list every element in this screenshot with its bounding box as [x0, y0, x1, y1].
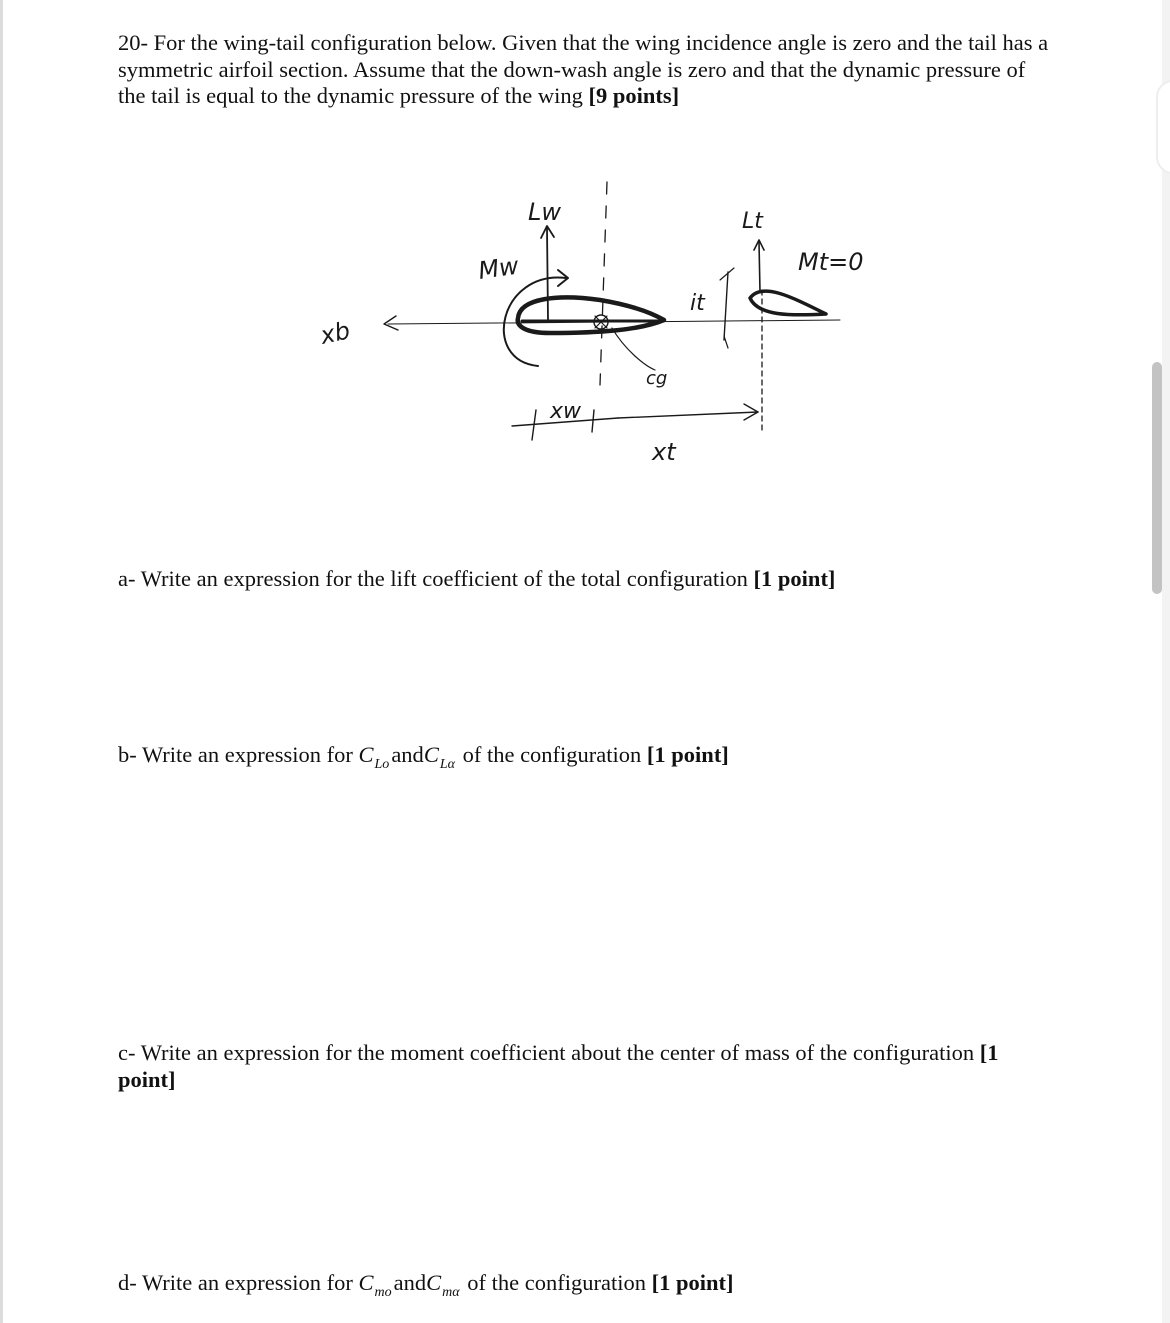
side-tab-handle[interactable]: [1156, 80, 1170, 174]
part-c-points: [1 point]: [118, 1040, 999, 1092]
part-d: [118, 1270, 1078, 1301]
xw-label: xw: [550, 399, 582, 424]
xb-label: xb: [317, 316, 353, 350]
page-left-border: [0, 0, 3, 1323]
part-d-subscript-2: mα: [442, 1285, 460, 1300]
part-b-subscript-1: Lo: [374, 757, 390, 772]
question-statement: [118, 30, 1058, 110]
part-a-prefix: a-: [118, 566, 136, 591]
part-b: [118, 742, 1078, 773]
part-d-and: and: [393, 1270, 427, 1295]
part-b-text-before: Write an expression for: [141, 742, 353, 767]
part-c-text: Write an expression for the moment coefficient about the center of mass of the configuration: [140, 1040, 975, 1065]
xb-arrowhead: [384, 316, 398, 330]
wing-tail-diagram: [300, 170, 900, 480]
part-d-text-after: of the configuration: [467, 1270, 646, 1295]
wing-reference-dashed-line: [600, 182, 607, 385]
part-d-text-before: Write an expression for: [141, 1270, 353, 1295]
scrollbar-thumb[interactable]: [1152, 362, 1162, 594]
xt-label: xt: [652, 438, 676, 466]
question-number: 20-: [118, 30, 148, 55]
part-a-text: Write an expression for the lift coefficient of the total configuration: [140, 566, 748, 591]
part-b-symbol-1: C: [358, 742, 374, 767]
part-b-points: [1 point]: [646, 742, 729, 767]
part-d-subscript-1: mo: [374, 1285, 392, 1300]
tail-incidence-axis: [724, 272, 728, 340]
part-c: [118, 1040, 1058, 1093]
mt-label: Mt=0: [798, 248, 864, 276]
part-d-points: [1 point]: [651, 1270, 734, 1295]
mw-label: Mw: [476, 251, 521, 285]
part-c-prefix: c-: [118, 1040, 136, 1065]
part-b-and: and: [391, 742, 424, 767]
part-a-points: [1 point]: [753, 566, 836, 591]
wing-airfoil: [518, 297, 664, 333]
lw-label: Lw: [528, 198, 561, 226]
part-b-text-after: of the configuration: [462, 742, 642, 767]
wing-lift-arrow: [547, 228, 548, 320]
lt-label: Lt: [742, 209, 763, 234]
part-d-prefix: d-: [118, 1270, 137, 1295]
cg-label: cg: [646, 368, 668, 389]
tail-lift-arrow: [759, 242, 760, 292]
part-b-subscript-2: Lα: [439, 757, 455, 772]
xt-dimension: [618, 412, 758, 418]
question-intro: For the wing-tail configuration below. Given that the wing incidence angle is zero and the tail has a symmetric airfoil section. Assume that the down-wash angle is zero and that the dynamic pressure of the tail is equal to the dynamic pressure of the wing: [118, 30, 1049, 108]
part-b-prefix: b-: [118, 742, 137, 767]
part-a: [118, 566, 1078, 593]
part-d-symbol-1: C: [358, 1270, 374, 1295]
part-b-symbol-2: C: [423, 742, 439, 767]
cg-line: [612, 328, 655, 370]
scroll-track[interactable]: [1162, 0, 1170, 1323]
part-d-symbol-2: C: [426, 1270, 442, 1295]
it-label: it: [690, 291, 705, 316]
question-points: [9 points]: [588, 83, 680, 108]
